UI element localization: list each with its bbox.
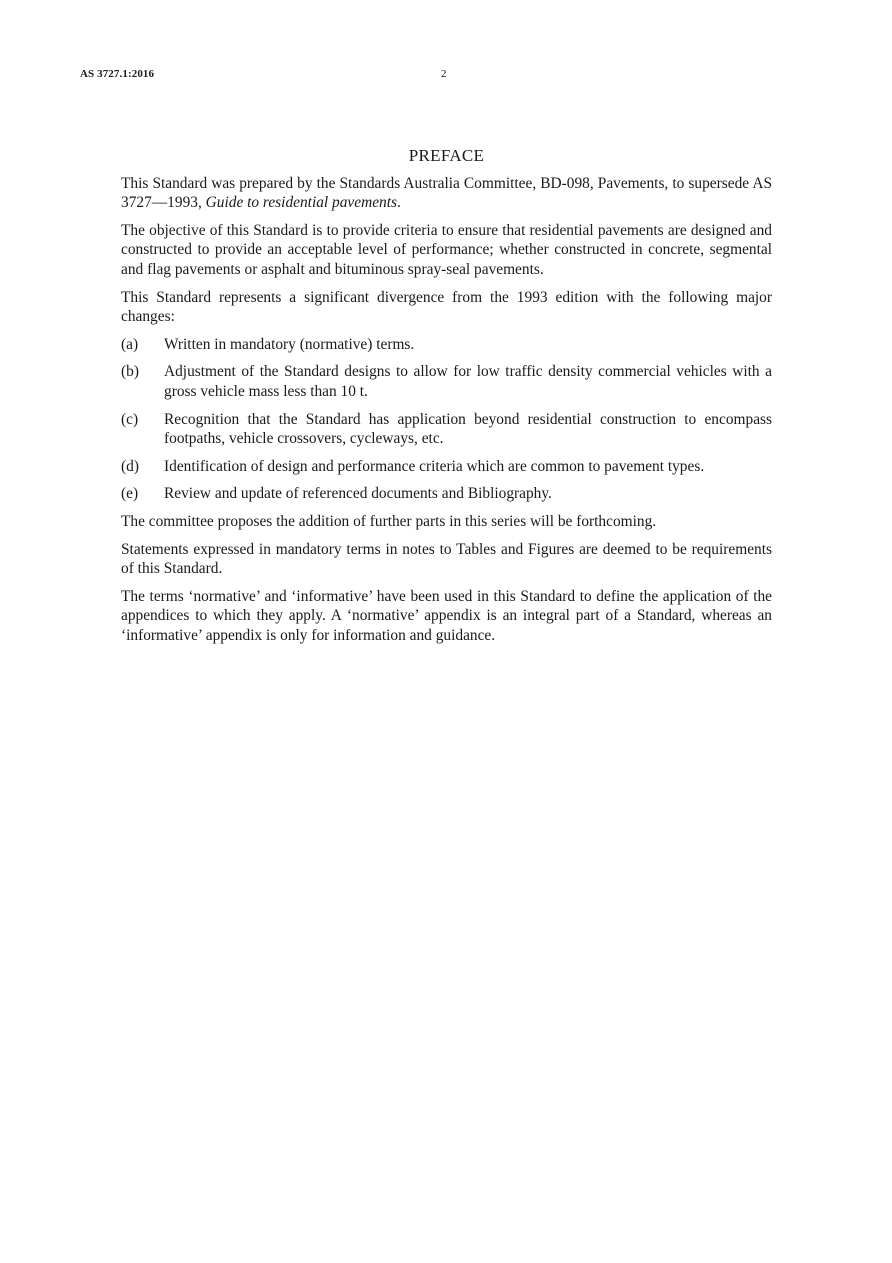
preface-paragraph-4: The committee proposes the addition of further parts in this series will be forthcoming. (121, 512, 657, 530)
paragraph-text: This Standard was prepared by the Standards Australia Committee, BD-098, Pavements, to supersede AS 3727—1993, (121, 174, 772, 212)
list-marker: (e) (121, 485, 139, 503)
list-marker: (b) (121, 363, 139, 381)
page-number: 2 (441, 68, 447, 80)
list-item (121, 335, 772, 355)
list-item (121, 410, 772, 449)
list-item-text: Adjustment of the Standard designs to allow for low traffic density commercial vehicles with a gross vehicle mass less than 10 t. (164, 363, 772, 400)
list-item-text: Written in mandatory (normative) terms. (164, 335, 415, 353)
major-changes-list (121, 335, 772, 504)
list-marker: (c) (121, 410, 139, 428)
list-item-text: Review and update of referenced documents and Bibliography. (164, 485, 552, 503)
superseded-title: Guide to residential pavements (205, 194, 398, 212)
list-item (121, 457, 772, 477)
list-item (121, 484, 772, 504)
preface-paragraph-5: Statements expressed in mandatory terms in notes to Tables and Figures are deemed to be requirements of this Standard. (121, 540, 772, 578)
list-marker: (a) (121, 335, 139, 353)
preface-paragraph-6: The terms ‘normative’ and ‘informative’ have been used in this Standard to define the application of the appendices to which they apply. A ‘normative’ appendix is an integral part of a Standard, whereas an ‘informative’ appendix is only for information and guidance. (121, 587, 772, 644)
list-item-text: Recognition that the Standard has application beyond residential construction to encompass footpaths, vehicle crossovers, cycleways, etc. (164, 410, 772, 448)
document-identifier: AS 3727.1:2016 (80, 68, 155, 80)
running-header (0, 68, 892, 84)
list-marker: (d) (121, 457, 139, 475)
list-item-text: Identification of design and performance criteria which are common to pavement types. (164, 457, 705, 475)
preface-paragraph-3: This Standard represents a significant divergence from the 1993 edition with the following major changes: (121, 288, 772, 326)
preface-heading: PREFACE (408, 146, 485, 165)
paragraph-end: . (397, 194, 401, 212)
preface-section (121, 146, 772, 653)
list-item (121, 362, 772, 401)
preface-paragraph-1 (121, 174, 772, 213)
preface-paragraph-2: The objective of this Standard is to provide criteria to ensure that residential pavements are designed and constructed to provide an acceptable level of performance; whether constructed in concrete, segmental and flag pavements or asphalt and bituminous spray-seal pavements. (121, 221, 772, 278)
